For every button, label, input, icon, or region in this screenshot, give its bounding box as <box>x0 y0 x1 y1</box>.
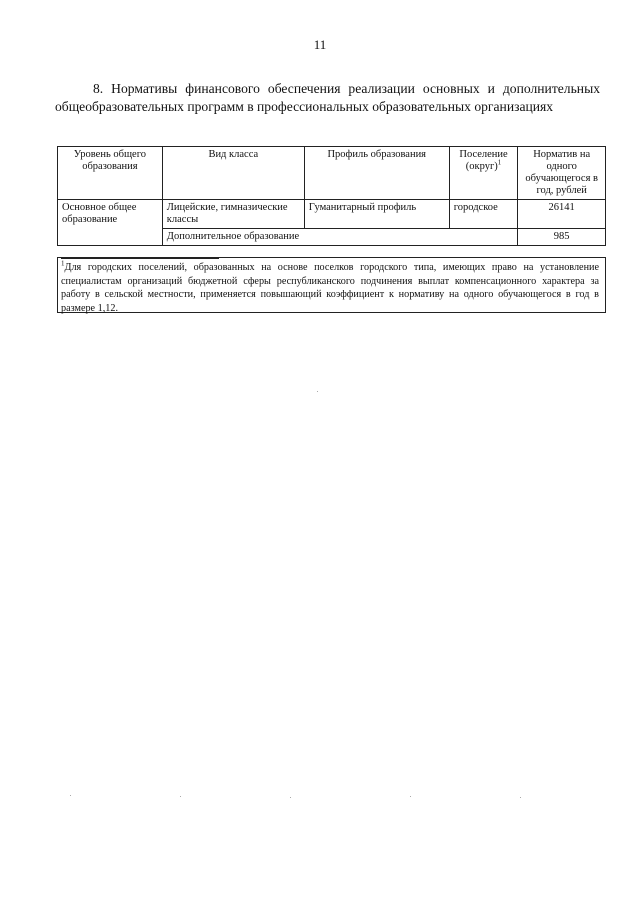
cell-norm: 26141 <box>518 200 606 229</box>
table-header-row <box>58 147 606 200</box>
header-settlement <box>449 147 518 200</box>
cell-settlement: городское <box>449 200 518 229</box>
scan-speck <box>520 797 521 798</box>
table-row <box>58 200 606 229</box>
page-number: 11 <box>313 37 327 52</box>
scan-speck <box>290 797 291 798</box>
cell-additional-label: Дополнительное образование <box>162 229 518 246</box>
scan-speck <box>180 796 181 797</box>
header-education-level: Уровень общего образования <box>58 147 163 200</box>
header-norm: Норматив на одного обучающегося в год, рублей <box>518 147 606 200</box>
scan-speck <box>317 391 318 392</box>
scan-speck <box>410 796 411 797</box>
footnote-text <box>61 261 599 315</box>
cell-education-level: Основное общее образование <box>58 200 163 246</box>
header-class-type: Вид класса <box>162 147 304 200</box>
footnote-mark: 1 <box>497 158 502 167</box>
cell-additional-norm: 985 <box>518 229 606 246</box>
cell-profile: Гуманитарный профиль <box>304 200 449 229</box>
section-heading: 8. Нормативы финансового обеспечения реализации основных и дополнительных общеобразовательных программ в профессиональных образовательных организациях <box>55 81 600 114</box>
header-profile: Профиль образования <box>304 147 449 200</box>
scan-speck <box>70 795 71 796</box>
footnote-box <box>57 257 606 313</box>
header-settlement-label: Поселение (округ) <box>459 149 508 172</box>
footnote-body: Для городских поселений, образованных на основе поселков городского типа, имеющих право на установление специалистам организаций бюджетной сферы республиканского подчинения выплат компенсационного характера за работу в сельской местности, применяется повышающий коэффициент к нормативу на одного обучающегося в год в размере 1,12. <box>61 262 599 314</box>
cell-class-type: Лицейские, гимназические классы <box>162 200 304 229</box>
funding-norms-table <box>57 146 606 246</box>
footnote-text-mark: 1 <box>61 259 65 268</box>
footnote-separator <box>61 258 219 259</box>
